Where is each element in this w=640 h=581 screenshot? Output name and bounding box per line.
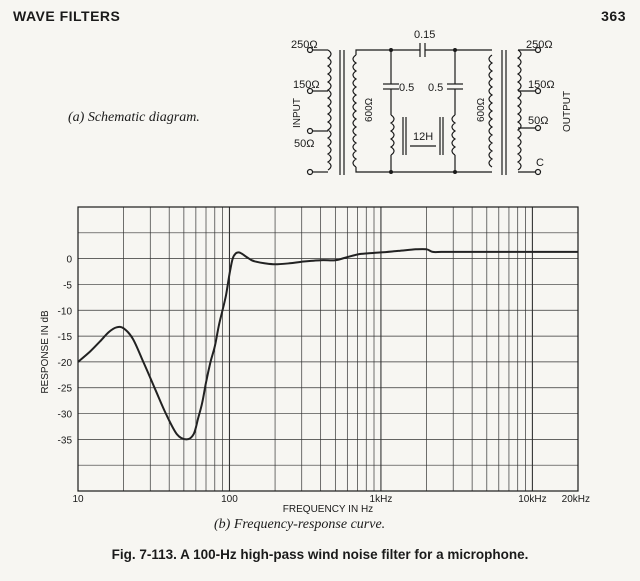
y-tick-label: -25 — [57, 383, 72, 395]
x-tick-label: 10 — [72, 494, 84, 505]
winding-left-label: 600Ω — [364, 97, 375, 122]
figure-caption: Fig. 7-113. A 100-Hz high-pass wind noise filter for a microphone. — [111, 547, 529, 562]
y-tick-label: -20 — [57, 357, 72, 369]
y-tick-label: 0 — [66, 254, 72, 266]
x-tick-label: 10kHz — [518, 494, 547, 505]
tap-50-left: 50Ω — [294, 138, 315, 150]
schematic-caption: (a) Schematic diagram. — [68, 110, 200, 125]
tap-250-left: 250Ω — [291, 39, 318, 51]
chart-caption: (b) Frequency-response curve. — [214, 517, 386, 532]
y-tick-labels — [58, 255, 73, 447]
tap-50-right: 50Ω — [528, 115, 549, 127]
tap-250-right: 250Ω — [526, 39, 553, 51]
output-label: OUTPUT — [562, 90, 573, 132]
tap-c-right: C — [536, 157, 544, 169]
chart-grid — [78, 207, 578, 491]
y-tick-label: -5 — [63, 280, 72, 292]
winding-right-label: 600Ω — [476, 97, 487, 122]
y-tick-label: -30 — [57, 409, 72, 421]
frequency-response-chart — [0, 200, 640, 515]
y-tick-label: -15 — [57, 332, 72, 344]
y-tick-label: -35 — [57, 435, 72, 447]
running-head: WAVE FILTERS — [13, 8, 121, 24]
y-tick-label: -10 — [57, 306, 72, 318]
response-curve — [78, 249, 578, 439]
x-axis-label: FREQUENCY IN Hz — [282, 504, 374, 515]
inductor-label: 12H — [413, 131, 434, 143]
tap-150-left: 150Ω — [293, 79, 320, 91]
tap-150-right: 150Ω — [528, 79, 555, 91]
input-label: INPUT — [292, 98, 303, 128]
page-number: 363 — [601, 8, 626, 24]
x-tick-label: 100 — [221, 494, 238, 505]
series-cap-label: 0.15 — [414, 29, 436, 41]
y-axis-label: RESPONSE IN dB — [40, 310, 51, 394]
shunt-cap-left-label: 0.5 — [399, 82, 415, 94]
schematic-diagram — [0, 0, 640, 200]
plot-frame — [78, 207, 578, 491]
x-tick-label: 20kHz — [561, 494, 590, 505]
shunt-cap-right-label: 0.5 — [428, 82, 444, 94]
x-tick-label: 1kHz — [369, 494, 393, 505]
